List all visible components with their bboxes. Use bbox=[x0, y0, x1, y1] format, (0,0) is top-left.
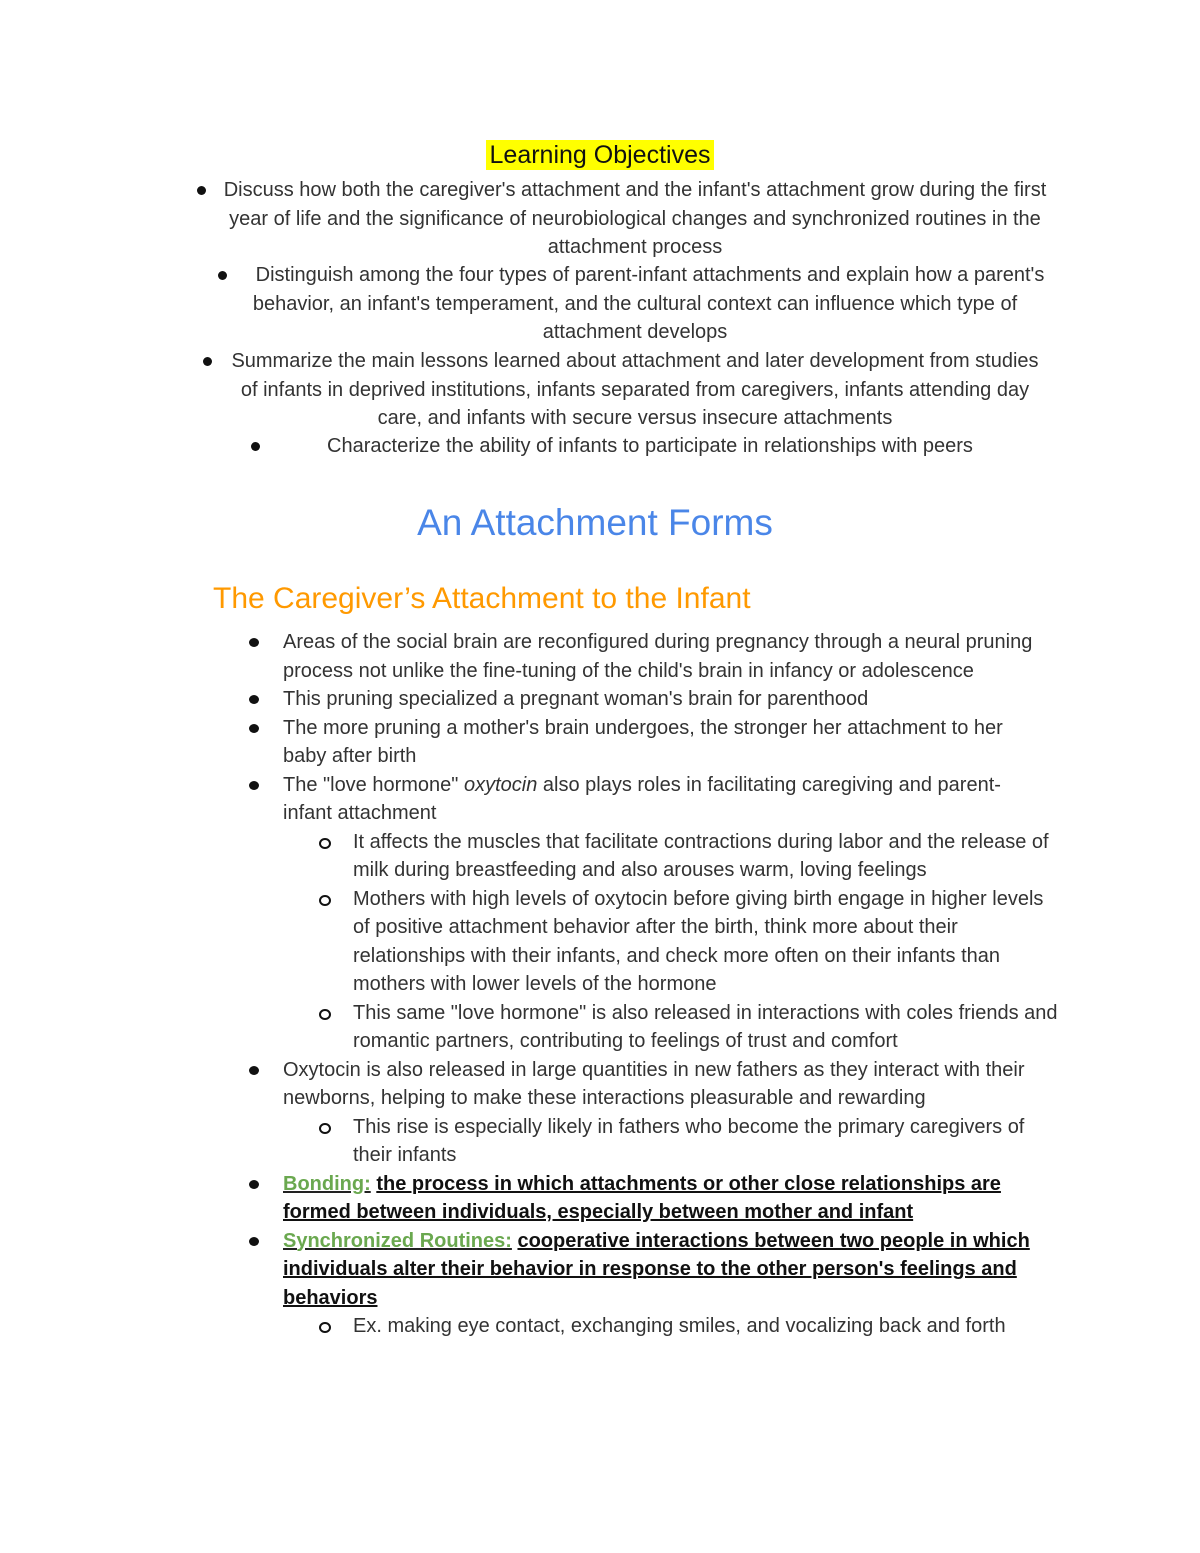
hollow-bullet-icon bbox=[319, 895, 331, 906]
list-item bbox=[283, 1056, 1043, 1113]
hollow-bullet-icon bbox=[319, 1322, 331, 1333]
bullet-icon bbox=[249, 1180, 259, 1189]
list-item bbox=[283, 685, 1043, 714]
learning-objectives-title-wrap bbox=[0, 141, 1200, 170]
oxytocin-term: oxytocin bbox=[463, 773, 538, 796]
hollow-bullet-icon bbox=[319, 838, 331, 849]
list-item bbox=[283, 714, 1043, 771]
list-item-text: The "love hormone" bbox=[283, 773, 464, 796]
bullet-icon bbox=[249, 1066, 259, 1075]
definition-item-bonding bbox=[283, 1170, 1043, 1227]
learning-objectives-title: Learning Objectives bbox=[486, 140, 715, 170]
list-item-text: Oxytocin is also released in large quantities in new fathers as they interact with their newborns, helping to make these interactions pleasurable and rewarding bbox=[283, 1058, 1025, 1109]
bullet-icon bbox=[249, 1237, 259, 1246]
sub-list-item bbox=[353, 1113, 1063, 1170]
hollow-bullet-icon bbox=[319, 1009, 331, 1020]
list-item bbox=[283, 771, 1043, 828]
bullet-icon bbox=[249, 724, 259, 733]
list-item-text: Areas of the social brain are reconfigured during pregnancy through a neural pruning process not unlike the fine-tuning of the child's brain in infancy or adolescence bbox=[283, 631, 1033, 682]
list-item bbox=[283, 628, 1043, 685]
definition-term: Synchronized Routines: bbox=[283, 1229, 512, 1252]
list-item-text: This same "love hormone" is also released in interactions with coles friends and romantic partners, contributing to feelings of trust and comfort bbox=[353, 1001, 1058, 1052]
list-item-text: It affects the muscles that facilitate contractions during labor and the release of milk during breastfeeding and also arouses warm, loving feelings bbox=[353, 830, 1049, 881]
list-item-text: The more pruning a mother's brain undergoes, the stronger her attachment to her baby after birth bbox=[283, 716, 1003, 767]
bullet-icon bbox=[249, 695, 259, 704]
definition-text: cooperative interactions between two people in which individuals alter their behavior in response to the other person's feelings and behaviors bbox=[283, 1229, 1030, 1309]
section-heading: An Attachment Forms bbox=[417, 502, 773, 543]
bullet-icon bbox=[249, 781, 259, 790]
list-item-text: This pruning specialized a pregnant woman's brain for parenthood bbox=[283, 688, 869, 710]
sub-list-item bbox=[353, 999, 1063, 1056]
definition-item-synchronized-routines bbox=[283, 1227, 1043, 1313]
objective-3: Summarize the main lessons learned about attachment and later development from studies of infants in deprived institutions, infants separated from caregivers, infants attending day care, and infants with secure versus insecure attachments bbox=[231, 350, 1039, 429]
sub-list-item bbox=[353, 1312, 1063, 1341]
objective-2: Distinguish among the four types of parent-infant attachments and explain how a parent's behavior, an infant's temperament, and the cultural context can influence which type of attachment develops bbox=[252, 264, 1045, 343]
bullet-icon bbox=[249, 638, 259, 647]
objective-bullet-icon bbox=[197, 186, 206, 195]
objective-bullet-icon bbox=[203, 357, 212, 366]
sub-list-item bbox=[353, 885, 1063, 999]
sub-list-item bbox=[353, 828, 1063, 885]
list-item-text: also plays roles in facilitating caregiving and parent-infant attachment bbox=[283, 773, 1001, 824]
definition-text: the process in which attachments or other close relationships are formed between individuals, especially between mother and infant bbox=[283, 1172, 1001, 1223]
section-subheading: The Caregiver’s Attachment to the Infant bbox=[213, 582, 751, 615]
list-item-text: This rise is especially likely in fathers who become the primary caregivers of their infants bbox=[353, 1115, 1025, 1166]
objective-1: Discuss how both the caregiver's attachment and the infant's attachment grow during the first year of life and the significance of neurobiological changes and synchronized routines in the attachment process bbox=[223, 179, 1047, 258]
list-item-text: Ex. making eye contact, exchanging smiles, and vocalizing back and forth bbox=[353, 1315, 1006, 1337]
list-item-text: Mothers with high levels of oxytocin before giving birth engage in higher levels of positive attachment behavior after the birth, think more about their relationships with their infants, and check more often on their infants than mothers with lower levels of the hormone bbox=[353, 887, 1044, 995]
notes-list bbox=[0, 628, 1200, 1341]
objective-4: Characterize the ability of infants to participate in relationships with peers bbox=[327, 435, 973, 457]
hollow-bullet-icon bbox=[319, 1123, 331, 1134]
definition-term: Bonding: bbox=[283, 1172, 371, 1195]
